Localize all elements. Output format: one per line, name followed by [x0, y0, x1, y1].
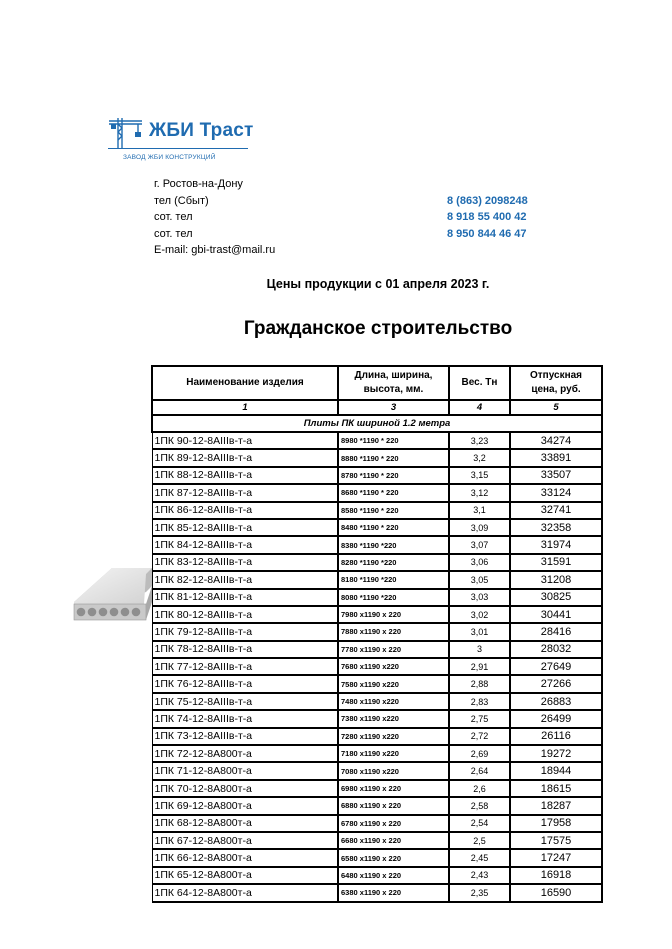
product-dimensions: 7980 x1190 x 220 — [338, 606, 449, 623]
product-price: 27266 — [510, 675, 602, 692]
product-price: 17575 — [510, 832, 602, 849]
product-price: 31208 — [510, 571, 602, 588]
product-dimensions: 7680 x1190 x220 — [338, 658, 449, 675]
product-weight: 3,12 — [449, 484, 510, 501]
table-row — [152, 641, 602, 658]
product-dimensions: 8980 *1190 * 220 — [338, 432, 449, 449]
table-row — [152, 467, 602, 484]
product-weight: 3,05 — [449, 571, 510, 588]
product-weight: 2,83 — [449, 693, 510, 710]
table-row — [152, 728, 602, 745]
contact-label: сот. тел — [154, 227, 193, 240]
product-name: 1ПК 68-12-8А800т-а — [152, 815, 338, 832]
table-row — [152, 693, 602, 710]
product-price: 28032 — [510, 641, 602, 658]
product-name: 1ПК 79-12-8АIIIв-т-а — [152, 623, 338, 640]
col-number: 1 — [152, 400, 338, 415]
product-price: 32741 — [510, 502, 602, 519]
table-row — [152, 484, 602, 501]
product-dimensions: 6980 x1190 x 220 — [338, 780, 449, 797]
product-dimensions: 6880 x1190 x 220 — [338, 797, 449, 814]
contact-row — [154, 211, 554, 228]
product-weight: 2,35 — [449, 884, 510, 901]
product-price: 18944 — [510, 762, 602, 779]
product-dimensions: 6780 x1190 x 220 — [338, 815, 449, 832]
table-row — [152, 658, 602, 675]
product-dimensions: 7080 x1190 x220 — [338, 762, 449, 779]
contacts-block — [154, 178, 554, 261]
product-dimensions: 8880 *1190 * 220 — [338, 449, 449, 466]
company-name: ЖБИ Траст — [149, 120, 254, 141]
product-dimensions: 6380 x1190 x 220 — [338, 884, 449, 901]
product-weight: 2,45 — [449, 849, 510, 866]
contact-row — [154, 195, 554, 212]
phone-number[interactable]: 8 (863) 2098248 — [447, 194, 528, 207]
phone-number[interactable]: 8 918 55 400 42 — [447, 211, 527, 223]
product-weight: 2,58 — [449, 797, 510, 814]
table-row — [152, 432, 602, 449]
section-title: Гражданское строительство — [243, 318, 513, 339]
header-name: Наименование изделия — [152, 366, 338, 400]
product-price: 34274 — [510, 432, 602, 449]
city: г. Ростов-на-Дону — [154, 178, 243, 190]
product-name: 1ПК 67-12-8А800т-а — [152, 832, 338, 849]
header-price-line1: Отпускная — [529, 370, 583, 381]
product-dimensions: 7580 x1190 x220 — [338, 675, 449, 692]
product-price: 28416 — [510, 623, 602, 640]
product-dimensions: 8680 *1190 * 220 — [338, 484, 449, 501]
product-price: 16918 — [510, 867, 602, 884]
product-weight: 3,01 — [449, 623, 510, 640]
contact-label: тел (Сбыт) — [154, 194, 209, 207]
product-weight: 2,6 — [449, 780, 510, 797]
product-name: 1ПК 77-12-8АIIIв-т-а — [152, 658, 338, 675]
product-weight: 2,43 — [449, 867, 510, 884]
product-weight: 3,07 — [449, 536, 510, 553]
product-dimensions: 8080 *1190 *220 — [338, 589, 449, 606]
column-number-row — [152, 400, 602, 415]
table-row — [152, 536, 602, 553]
product-weight: 2,69 — [449, 745, 510, 762]
table-row — [152, 571, 602, 588]
header-price-line2: цена, руб. — [531, 384, 581, 395]
header-dims — [338, 366, 449, 400]
product-price: 30441 — [510, 606, 602, 623]
product-price: 30825 — [510, 589, 602, 606]
product-price: 26116 — [510, 728, 602, 745]
product-name: 1ПК 76-12-8АIIIв-т-а — [152, 675, 338, 692]
product-price: 31591 — [510, 554, 602, 571]
table-row — [152, 449, 602, 466]
product-price: 33891 — [510, 449, 602, 466]
product-name: 1ПК 80-12-8АIIIв-т-а — [152, 606, 338, 623]
email-address[interactable]: E-mail: gbi-trast@mail.ru — [154, 244, 276, 256]
product-price: 33124 — [510, 484, 602, 501]
table-header-row — [152, 366, 602, 400]
product-name: 1ПК 86-12-8АIIIв-т-а — [152, 502, 338, 519]
table-row — [152, 502, 602, 519]
phone-number[interactable]: 8 950 844 46 47 — [447, 227, 527, 240]
table-row — [152, 623, 602, 640]
product-weight: 3,2 — [449, 449, 510, 466]
group-row — [152, 415, 602, 432]
product-name: 1ПК 64-12-8А800т-а — [152, 884, 338, 901]
product-weight: 2,64 — [449, 762, 510, 779]
product-weight: 3,09 — [449, 519, 510, 536]
product-dimensions: 8280 *1190 *220 — [338, 554, 449, 571]
product-dimensions: 8780 *1190 * 220 — [338, 467, 449, 484]
product-weight: 3,06 — [449, 554, 510, 571]
product-weight: 3,02 — [449, 606, 510, 623]
table-row — [152, 815, 602, 832]
product-dimensions: 8380 *1190 *220 — [338, 536, 449, 553]
product-price: 17247 — [510, 849, 602, 866]
product-dimensions: 7480 x1190 x220 — [338, 693, 449, 710]
product-name: 1ПК 81-12-8АIIIв-т-а — [152, 589, 338, 606]
table-row — [152, 675, 602, 692]
product-weight: 3,15 — [449, 467, 510, 484]
table-row — [152, 745, 602, 762]
product-name: 1ПК 82-12-8АIIIв-т-а — [152, 571, 338, 588]
col-number: 5 — [510, 400, 602, 415]
product-price: 19272 — [510, 745, 602, 762]
company-subtitle: ЗАВОД ЖБИ КОНСТРУКЦИЙ — [123, 154, 216, 161]
product-price: 31974 — [510, 536, 602, 553]
header-dims-line1: Длина, ширина, — [354, 370, 433, 381]
product-dimensions: 8480 *1190 * 220 — [338, 519, 449, 536]
product-dimensions: 6680 x1190 x 220 — [338, 832, 449, 849]
table-row — [152, 589, 602, 606]
product-weight: 2,54 — [449, 815, 510, 832]
product-dimensions: 7180 x1190 x220 — [338, 745, 449, 762]
product-name: 1ПК 69-12-8А800т-а — [152, 797, 338, 814]
product-name: 1ПК 83-12-8АIIIв-т-а — [152, 554, 338, 571]
hollow-core-slab-icon — [72, 564, 154, 624]
product-dimensions: 7880 x1190 x 220 — [338, 623, 449, 640]
product-name: 1ПК 74-12-8АIIIв-т-а — [152, 710, 338, 727]
table-body — [152, 432, 602, 902]
product-name: 1ПК 90-12-8АIIIв-т-а — [152, 432, 338, 449]
product-weight: 2,91 — [449, 658, 510, 675]
table-row — [152, 849, 602, 866]
product-weight: 2,72 — [449, 728, 510, 745]
product-name: 1ПК 85-12-8АIIIв-т-а — [152, 519, 338, 536]
col-number: 3 — [338, 400, 449, 415]
email-row — [154, 244, 554, 261]
crane-icon — [108, 116, 144, 150]
table-row — [152, 710, 602, 727]
product-dimensions: 8580 *1190 * 220 — [338, 502, 449, 519]
product-price: 26499 — [510, 710, 602, 727]
table-row — [152, 832, 602, 849]
table-row — [152, 780, 602, 797]
product-name: 1ПК 75-12-8АIIIв-т-а — [152, 693, 338, 710]
product-price: 18287 — [510, 797, 602, 814]
product-price: 27649 — [510, 658, 602, 675]
product-name: 1ПК 66-12-8А800т-а — [152, 849, 338, 866]
table-row — [152, 519, 602, 536]
table-row — [152, 606, 602, 623]
price-table — [151, 365, 603, 903]
product-price: 32358 — [510, 519, 602, 536]
company-logo — [108, 116, 258, 166]
product-price: 18615 — [510, 780, 602, 797]
product-weight: 3,1 — [449, 502, 510, 519]
product-price: 17958 — [510, 815, 602, 832]
product-dimensions: 7380 x1190 x220 — [338, 710, 449, 727]
product-name: 1ПК 71-12-8А800т-а — [152, 762, 338, 779]
product-weight: 3,23 — [449, 432, 510, 449]
product-weight: 3,03 — [449, 589, 510, 606]
group-title: Плиты ПК шириной 1.2 метра — [152, 415, 602, 432]
product-price: 26883 — [510, 693, 602, 710]
product-name: 1ПК 78-12-8АIIIв-т-а — [152, 641, 338, 658]
table-row — [152, 797, 602, 814]
product-weight: 2,88 — [449, 675, 510, 692]
contact-row — [154, 228, 554, 245]
product-dimensions: 6480 x1190 x 220 — [338, 867, 449, 884]
price-title: Цены продукции с 01 апреля 2023 г. — [266, 277, 490, 291]
table-row — [152, 762, 602, 779]
product-weight: 2,5 — [449, 832, 510, 849]
product-dimensions: 7280 x1190 x220 — [338, 728, 449, 745]
product-name: 1ПК 89-12-8АIIIв-т-а — [152, 449, 338, 466]
header-dims-line2: высота, мм. — [363, 384, 424, 395]
contact-label: сот. тел — [154, 211, 193, 223]
header-weight: Вес. Тн — [449, 366, 510, 400]
product-name: 1ПК 88-12-8АIIIв-т-а — [152, 467, 338, 484]
product-dimensions: 8180 *1190 *220 — [338, 571, 449, 588]
product-price: 16590 — [510, 884, 602, 901]
product-name: 1ПК 72-12-8А800т-а — [152, 745, 338, 762]
product-dimensions: 6580 x1190 x 220 — [338, 849, 449, 866]
product-name: 1ПК 65-12-8А800т-а — [152, 867, 338, 884]
product-dimensions: 7780 x1190 x 220 — [338, 641, 449, 658]
logo-divider — [108, 148, 248, 149]
city-row — [154, 178, 554, 195]
product-name: 1ПК 70-12-8А800т-а — [152, 780, 338, 797]
product-weight: 2,75 — [449, 710, 510, 727]
table-row — [152, 554, 602, 571]
product-name: 1ПК 84-12-8АIIIв-т-а — [152, 536, 338, 553]
table-row — [152, 867, 602, 884]
product-name: 1ПК 87-12-8АIIIв-т-а — [152, 484, 338, 501]
product-price: 33507 — [510, 467, 602, 484]
header-price — [510, 366, 602, 400]
table-row — [152, 884, 602, 901]
col-number: 4 — [449, 400, 510, 415]
product-weight: 3 — [449, 641, 510, 658]
product-name: 1ПК 73-12-8АIIIв-т-а — [152, 728, 338, 745]
